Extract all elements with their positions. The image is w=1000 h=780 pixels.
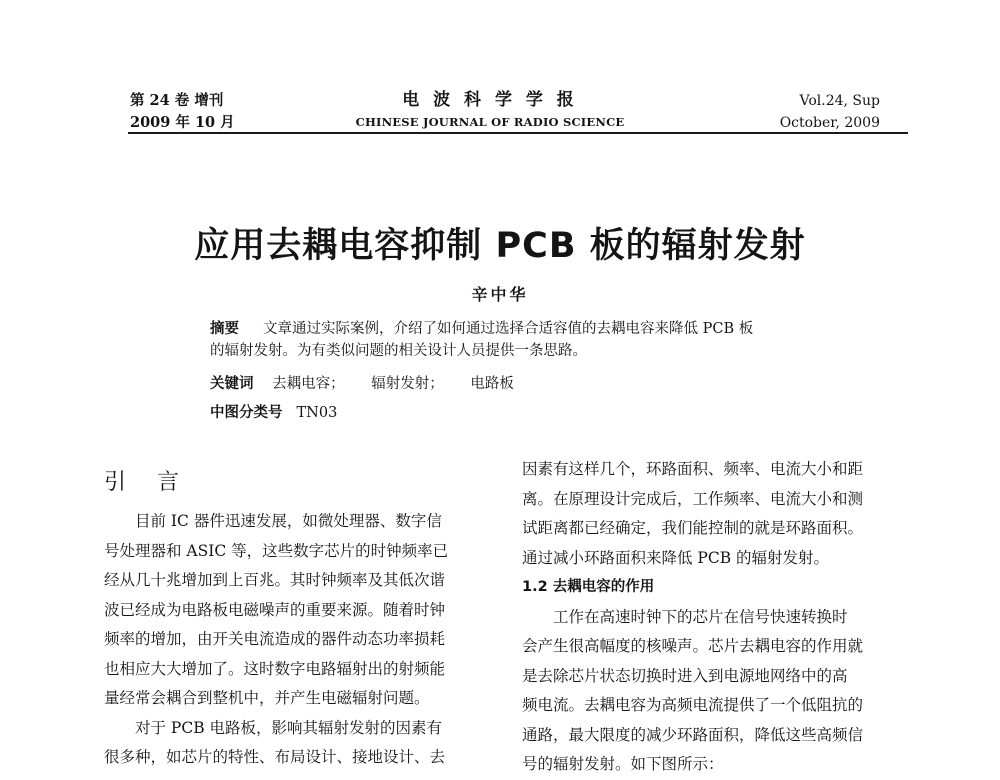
abstract-label: 摘要 (210, 321, 239, 337)
body-line: 号处理器和 ASIC 等，这些数字芯片的时钟频率已 (104, 541, 449, 560)
body-line: 量经常会耦合到整机中，并产生电磁辐射问题。 (104, 689, 430, 707)
body-line: 波已经成为电路板电磁噪声的重要来源。随着时钟 (104, 600, 446, 619)
classification (210, 402, 860, 424)
header-right (780, 90, 880, 134)
body-line: 因素有这样几个，环路面积、频率、电流大小和距 (522, 460, 864, 478)
body-line: 频率的增加，由开关电流造成的器件动态功率损耗 (104, 630, 446, 648)
abstract (210, 318, 860, 362)
body-line: 是去除芯片状态切换时进入到电源地网络中的高 (522, 666, 848, 685)
journal-name-cn: 电 波 科 学 学 报 (402, 90, 578, 110)
abstract-text-line-2: 的辐射发射。为有类似问题的相关设计人员提供一条思路。 (210, 343, 587, 359)
keyword-item: 辐射发射； (371, 376, 444, 392)
body-line: 目前 IC 器件迅速发展，如微处理器、数字信 (135, 512, 442, 530)
publication-date-cn: 2009 年 10 月 (130, 114, 235, 131)
header-rule (128, 132, 908, 134)
body-line: 工作在高速时钟下的芯片在信号快速转换时 (553, 607, 848, 626)
body-line: 频电流。去耦电容为高频电流提供了一个低阻抗的 (522, 696, 864, 714)
left-column-body (104, 507, 484, 773)
body-line: 号的辐射发射。如下图所示： (522, 755, 724, 773)
abstract-text-line-1: 文章通过实际案例，介绍了如何通过选择合适容值的去耦电容来降低 PCB 板 (263, 321, 754, 337)
body-line: 离。在原理设计完成后，工作频率、电流大小和测 (522, 489, 864, 508)
keywords-label: 关键词 (210, 376, 254, 392)
classification-code: TN03 (296, 405, 338, 421)
right-column-body (522, 455, 907, 780)
keyword-item: 去耦电容； (272, 376, 345, 392)
keywords (210, 373, 860, 395)
section-heading-introduction: 引 言 (104, 470, 191, 495)
publication-date-en: October, 2009 (779, 115, 880, 131)
paper-title: 应用去耦电容抑制 PCB 板的辐射发射 (194, 226, 806, 266)
journal-name (340, 88, 640, 132)
body-line: 试距离都已经确定，我们能控制的就是环路面积。 (522, 519, 864, 537)
volume-issue: 第 24 卷 增刊 (130, 92, 224, 109)
classification-label: 中图分类号 (210, 405, 283, 421)
body-line: 对于 PCB 电路板，影响其辐射发射的因素有 (135, 718, 443, 737)
journal-name-en: CHINESE JOURNAL OF RADIO SCIENCE (355, 115, 625, 129)
body-line: 很多种，如芯片的特性、布局设计、接地设计、去 (104, 748, 446, 766)
body-line: 通路，最大限度的减少环路面积，降低这些高频信 (522, 725, 864, 744)
volume-en: Vol.24, Sup (799, 93, 880, 109)
keyword-item: 电路板 (470, 376, 514, 392)
author-name: 辛中华 (471, 285, 529, 304)
body-line: 经从几十兆增加到上百兆。其时钟频率及其低次谐 (104, 571, 446, 589)
header-left (130, 90, 235, 134)
body-line: 通过减小环路面积来降低 PCB 的辐射发射。 (522, 548, 830, 567)
body-line: 会产生很高幅度的核噪声。芯片去耦电容的作用就 (522, 637, 864, 655)
body-line: 也相应大大增加了。这时数字电路辐射出的射频能 (104, 659, 446, 678)
subsection-heading: 1.2 去耦电容的作用 (522, 579, 655, 595)
